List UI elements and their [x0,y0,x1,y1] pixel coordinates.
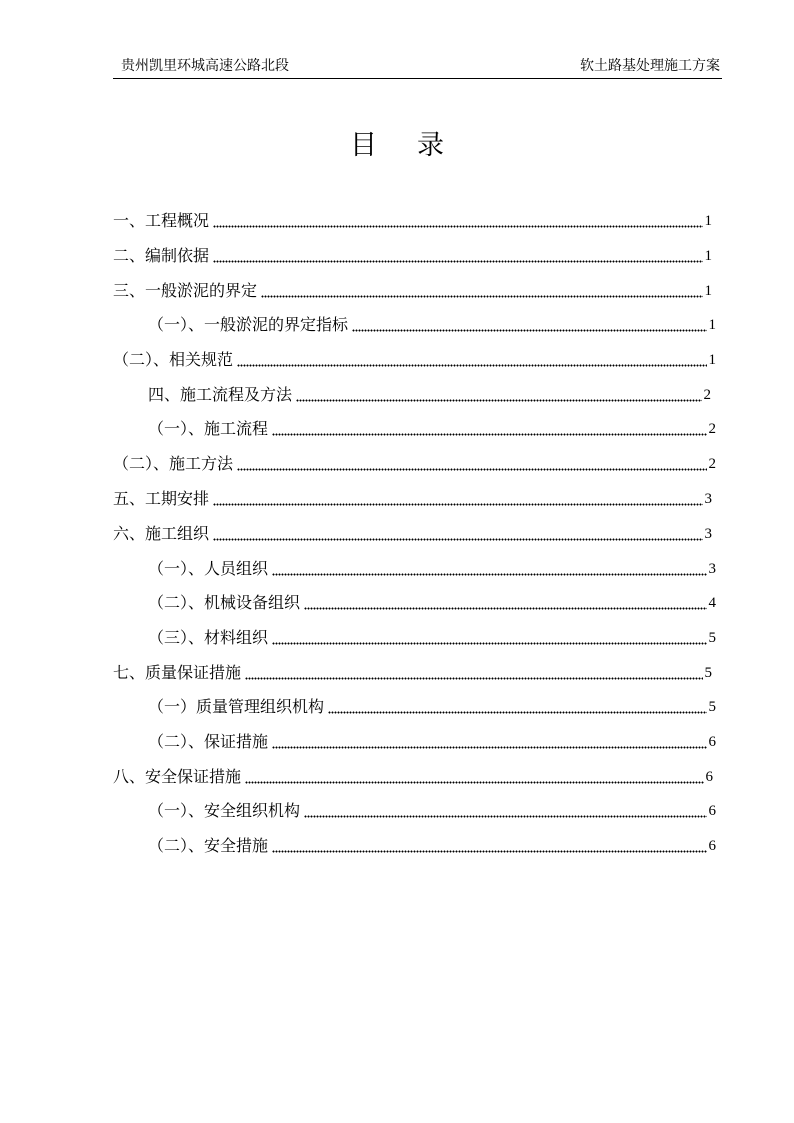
toc-page-number: 4 [708,595,716,611]
toc-entry[interactable] [148,833,716,857]
header-document-name: 软土路基处理施工方案 [580,58,720,74]
page-title: 目录 [350,130,484,161]
dot-leader [272,432,706,436]
dot-leader [245,780,703,784]
toc-page-number: 1 [708,317,716,333]
toc-page-number: 1 [704,248,712,264]
toc-label: （一）、安全组织机构 [148,801,301,820]
header-project-name: 贵州凯里环城高速公路北段 [121,58,289,74]
toc-entry[interactable] [148,729,716,753]
toc-entry[interactable] [113,208,712,232]
toc-label: （二）、安全措施 [148,836,269,855]
toc-entry[interactable] [148,625,716,649]
toc-label: 五、工期安排 [113,489,210,508]
toc-entry[interactable] [113,278,712,302]
dot-leader [213,259,702,263]
toc-page-number: 5 [704,665,712,681]
toc-label: （二）、施工方法 [113,454,234,473]
toc-page-number: 6 [708,838,716,854]
toc-page-number: 2 [708,456,716,472]
toc-label: 一、工程概况 [113,211,210,230]
dot-leader [261,294,702,298]
dot-leader [352,328,706,332]
dot-leader [237,363,706,367]
toc-page-number: 6 [708,734,716,750]
toc-entry[interactable] [148,590,716,614]
toc-entry[interactable] [113,486,712,510]
toc-page-number: 1 [704,283,712,299]
toc-page-number: 2 [703,387,711,403]
toc-label: 四、施工流程及方法 [148,385,293,404]
toc-page-number: 3 [704,491,712,507]
toc-entry[interactable] [148,416,716,440]
toc-page-number: 6 [705,769,713,785]
toc-label: （三）、材料组织 [148,628,269,647]
dot-leader [213,502,702,506]
toc-label: （二）、相关规范 [113,350,234,369]
dot-leader [304,606,706,610]
dot-leader [272,849,706,853]
toc-entry[interactable] [113,347,716,371]
toc-label: （二）、机械设备组织 [148,593,301,612]
toc-page-number: 3 [708,561,716,577]
toc-page-number: 5 [708,630,716,646]
toc-label: 三、一般淤泥的界定 [113,281,258,300]
toc-label: 六、施工组织 [113,524,210,543]
toc-label: （二）、保证措施 [148,732,269,751]
dot-leader [328,710,706,714]
toc-entry[interactable] [148,694,716,718]
toc-page-number: 5 [708,699,716,715]
toc-entry[interactable] [148,798,716,822]
dot-leader [296,398,701,402]
toc-label: 八、安全保证措施 [113,767,242,786]
toc-page-number: 6 [708,803,716,819]
toc-entry[interactable] [148,382,711,406]
toc-label: （一）质量管理组织机构 [148,697,325,716]
dot-leader [272,641,706,645]
dot-leader [213,224,702,228]
toc-page-number: 3 [704,526,712,542]
toc-label: 七、质量保证措施 [113,663,242,682]
toc-page-number: 1 [708,352,716,368]
toc-label: （一）、施工流程 [148,419,269,438]
dot-leader [304,814,706,818]
dot-leader [245,676,702,680]
dot-leader [237,467,706,471]
dot-leader [272,745,706,749]
toc-label: （一）、一般淤泥的界定指标 [148,315,349,334]
toc-entry[interactable] [113,243,712,267]
toc-entry[interactable] [113,521,712,545]
dot-leader [272,572,706,576]
toc-label: 二、编制依据 [113,246,210,265]
toc-label: （一）、人员组织 [148,559,269,578]
dot-leader [213,537,702,541]
toc-entry[interactable] [148,556,716,580]
toc-entry[interactable] [113,660,712,684]
toc-entry[interactable] [113,451,716,475]
toc-entry[interactable] [113,764,713,788]
toc-page-number: 2 [708,421,716,437]
toc-entry[interactable] [148,312,716,336]
toc-page-number: 1 [704,213,712,229]
